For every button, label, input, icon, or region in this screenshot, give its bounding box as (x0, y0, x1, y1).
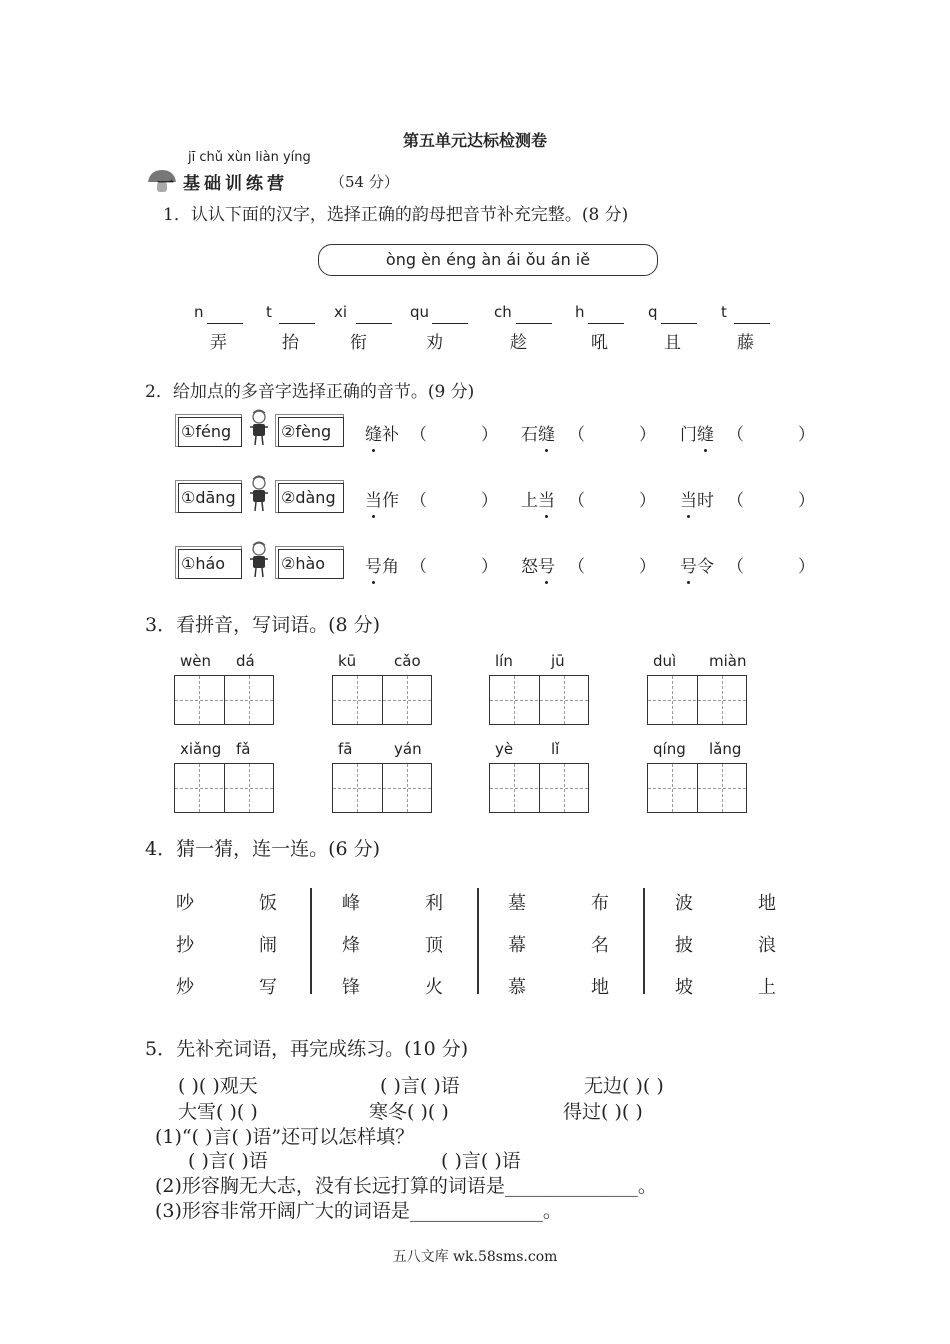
q2-word (680, 552, 714, 577)
q2-answer-paren[interactable]: （ ） (727, 425, 816, 445)
q2-word-char: 令 (697, 557, 714, 577)
q1-answer-blank[interactable] (516, 322, 552, 324)
q3-pinyin-1: kū (338, 652, 357, 670)
q2-answer-paren[interactable]: （ ） (568, 491, 657, 511)
q4-instruction: 4．猜一猜，连一连。(6 分) (145, 838, 381, 860)
grid-guide (333, 700, 431, 701)
q2-answer-paren[interactable]: （ ） (568, 425, 657, 445)
q3-pinyin-2: fǎ (236, 740, 251, 758)
q3-pinyin-2: jū (551, 652, 565, 670)
q1-answer-blank[interactable] (661, 322, 697, 324)
q4-group-separator (643, 888, 645, 994)
pinyin-option-1: ①háo (178, 549, 242, 579)
q2-word (365, 486, 399, 511)
q1-initial: xi (334, 303, 348, 321)
q1-initial: ch (494, 303, 512, 321)
q5-instruction: 5．先补充词语，再完成练习。(10 分) (145, 1038, 469, 1060)
q4-left-char[interactable]: 吵 (176, 893, 194, 914)
q4-group-separator (477, 888, 479, 994)
q4-right-char[interactable]: 利 (425, 893, 443, 914)
q4-right-char[interactable]: 布 (591, 893, 609, 914)
q1-character: 且 (664, 333, 681, 353)
q4-right-char[interactable]: 上 (758, 977, 776, 998)
section-label: 基础训练营 (183, 174, 288, 194)
q2-word-char: 当 (538, 486, 555, 511)
q3-pinyin-1: yè (495, 740, 514, 758)
q4-left-char[interactable]: 墓 (508, 893, 526, 914)
q4-left-char[interactable]: 炒 (176, 977, 194, 998)
q3-writing-grid[interactable] (332, 675, 432, 725)
q1-initial: n (194, 303, 204, 321)
q2-instruction: 2．给加点的多音字选择正确的音节。(9 分) (145, 382, 475, 402)
q3-pinyin-1: wèn (180, 652, 212, 670)
q1-initial: q (648, 303, 658, 321)
q3-writing-grid[interactable] (332, 763, 432, 813)
grid-guide (333, 788, 431, 789)
q1-answer-blank[interactable] (588, 322, 624, 324)
q4-right-char[interactable]: 火 (425, 977, 443, 998)
q2-answer-paren[interactable]: （ ） (727, 557, 816, 577)
q1-initial: t (721, 303, 727, 321)
q4-right-char[interactable]: 饭 (259, 893, 277, 914)
q2-word (521, 552, 555, 577)
q2-word-char: 补 (382, 425, 399, 445)
q1-instruction: 1．认认下面的汉字，选择正确的韵母把音节补充完整。(8 分) (163, 205, 629, 225)
q5-sub3: (3)形容非常开阔广大的词语是______________。 (155, 1200, 562, 1222)
q3-pinyin-2: dá (236, 652, 255, 670)
q2-answer-paren[interactable]: （ ） (410, 557, 499, 577)
q2-word-char: 当 (365, 486, 382, 511)
q2-word-char: 怒 (521, 557, 538, 577)
q2-word-char: 当 (680, 486, 697, 511)
q2-word-char: 号 (538, 552, 555, 577)
q3-writing-grid[interactable] (647, 763, 747, 813)
q5-line2-c: 得过( )( ) (563, 1101, 643, 1123)
page-title: 第五单元达标检测卷 (402, 131, 547, 150)
section-pinyin: jī chǔ xùn liàn yíng (188, 150, 311, 165)
q3-pinyin-1: qíng (653, 740, 686, 758)
cartoon-kid-icon (248, 409, 270, 445)
q1-character: 藤 (737, 333, 754, 353)
q4-left-char[interactable]: 波 (675, 893, 693, 914)
q3-writing-grid[interactable] (647, 675, 747, 725)
q1-character: 趁 (510, 333, 527, 353)
section-number: 一 (157, 174, 178, 194)
q3-pinyin-1: xiǎng (180, 740, 222, 758)
q2-word-char: 缝 (538, 420, 555, 445)
grid-guide (175, 700, 273, 701)
q5-sub1-blank-b: ( )言( )语 (441, 1150, 521, 1172)
q3-writing-grid[interactable] (489, 763, 589, 813)
q2-word (521, 486, 555, 511)
q2-word (365, 552, 399, 577)
q2-word (680, 486, 714, 511)
q1-answer-blank[interactable] (432, 322, 468, 324)
q2-word-char: 号 (365, 552, 382, 577)
pinyin-option-2: ②hào (278, 549, 344, 579)
q4-right-char[interactable]: 地 (591, 977, 609, 998)
q4-right-char[interactable]: 名 (591, 935, 609, 956)
grid-guide (490, 788, 588, 789)
q4-group-separator (310, 888, 312, 994)
q2-word-char: 作 (382, 491, 399, 511)
q1-answer-blank[interactable] (734, 322, 770, 324)
q2-answer-paren[interactable]: （ ） (410, 491, 499, 511)
q2-word (365, 420, 399, 445)
q3-writing-grid[interactable] (174, 763, 274, 813)
q1-character: 抬 (282, 333, 299, 353)
q4-right-char[interactable]: 浪 (758, 935, 776, 956)
q5-line2-b: 寒冬( )( ) (369, 1101, 449, 1123)
q2-answer-paren[interactable]: （ ） (727, 491, 816, 511)
q3-writing-grid[interactable] (174, 675, 274, 725)
q3-writing-grid[interactable] (489, 675, 589, 725)
q2-word (521, 420, 555, 445)
q1-character: 吼 (591, 333, 608, 353)
pinyin-option-1: ①dāng (178, 483, 242, 513)
q1-character: 劝 (426, 333, 443, 353)
cartoon-kid-icon (248, 475, 270, 511)
q4-right-char[interactable]: 写 (259, 977, 277, 998)
q5-line1-a: ( )( )观天 (178, 1075, 258, 1097)
q1-character: 弄 (210, 333, 227, 353)
q2-word-char: 门 (680, 425, 697, 445)
q3-pinyin-2: cǎo (394, 652, 421, 670)
q3-pinyin-1: lín (495, 652, 513, 670)
grid-guide (648, 700, 746, 701)
q4-left-char[interactable]: 抄 (176, 935, 194, 956)
grid-guide (648, 788, 746, 789)
pinyin-option-1: ①féng (178, 417, 242, 447)
q5-sub1: (1)“( )言( )语”还可以怎样填？ (155, 1126, 415, 1148)
grid-guide (490, 700, 588, 701)
q4-right-char[interactable]: 顶 (425, 935, 443, 956)
q2-word-char: 缝 (697, 420, 714, 445)
q4-left-char[interactable]: 烽 (342, 935, 360, 956)
q5-sub1-blank-a: ( )言( )语 (188, 1150, 268, 1172)
q3-pinyin-2: yán (394, 740, 422, 758)
q3-instruction: 3．看拼音，写词语。(8 分) (145, 614, 381, 636)
q4-left-char[interactable]: 慕 (508, 977, 526, 998)
q5-line2-a: 大雪( )( ) (178, 1101, 258, 1123)
q1-initial: t (266, 303, 272, 321)
q3-pinyin-2: miàn (709, 652, 747, 670)
q3-pinyin-2: lǐ (551, 740, 560, 758)
q2-word-char: 上 (521, 491, 538, 511)
q2-answer-paren[interactable]: （ ） (568, 557, 657, 577)
q4-right-char[interactable]: 地 (758, 893, 776, 914)
q2-answer-paren[interactable]: （ ） (410, 425, 499, 445)
cartoon-kid-icon (248, 541, 270, 577)
q1-initial: qu (410, 303, 430, 321)
q2-word (680, 420, 714, 445)
q2-word-char: 时 (697, 491, 714, 511)
q2-word-char: 缝 (365, 420, 382, 445)
q4-left-char[interactable]: 坡 (675, 977, 693, 998)
q1-answer-blank[interactable] (207, 322, 243, 324)
q3-pinyin-1: fā (338, 740, 353, 758)
q4-left-char[interactable]: 幕 (508, 935, 526, 956)
rhyme-options-box: òng èn éng àn ái ǒu án iě (318, 244, 658, 276)
q4-right-char[interactable]: 闹 (259, 935, 277, 956)
q3-pinyin-1: duì (653, 652, 677, 670)
q4-left-char[interactable]: 峰 (342, 893, 360, 914)
q5-sub2: (2)形容胸无大志，没有长远打算的词语是______________。 (155, 1175, 657, 1197)
q5-line1-c: 无边( )( ) (584, 1075, 664, 1097)
q1-answer-blank[interactable] (356, 322, 392, 324)
q3-pinyin-2: lǎng (709, 740, 742, 758)
grid-guide (175, 788, 273, 789)
q1-character: 衔 (350, 333, 367, 353)
q1-initial: h (575, 303, 585, 321)
pinyin-option-2: ②fèng (278, 417, 344, 447)
q2-word-char: 角 (382, 557, 399, 577)
q2-word-char: 石 (521, 425, 538, 445)
q5-line1-b: ( )言( )语 (380, 1075, 460, 1097)
q4-left-char[interactable]: 披 (675, 935, 693, 956)
q1-answer-blank[interactable] (279, 322, 315, 324)
footer-watermark: 五八文库 wk.58sms.com (392, 1249, 558, 1265)
pinyin-option-2: ②dàng (278, 483, 344, 513)
q4-left-char[interactable]: 锋 (342, 977, 360, 998)
q2-word-char: 号 (680, 552, 697, 577)
section-score: （54 分） (330, 173, 399, 191)
